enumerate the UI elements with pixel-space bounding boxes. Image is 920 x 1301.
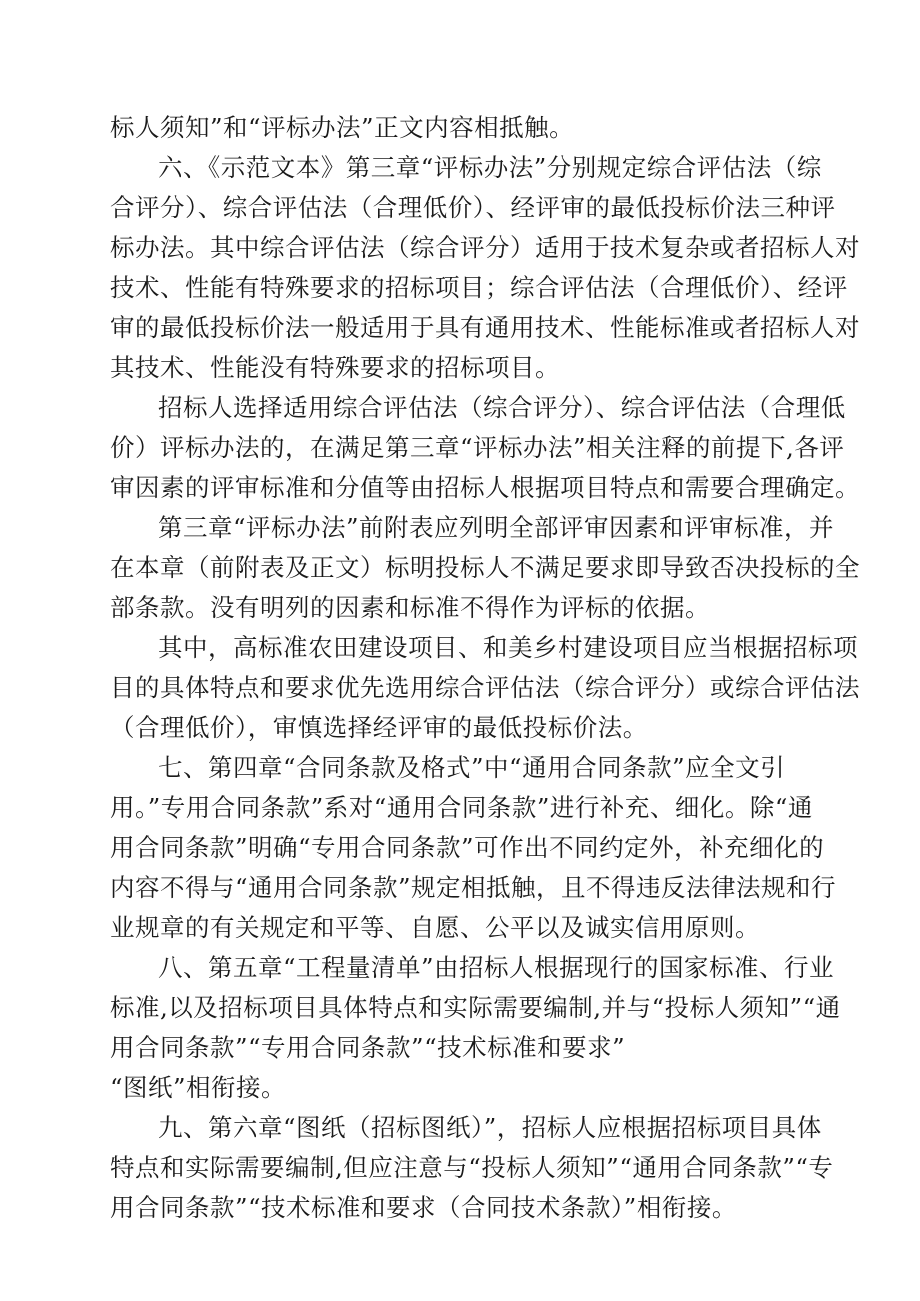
text-line: 内容不得与“通用合同条款”规定相抵触，且不得违反法律法规和行 [110, 873, 837, 902]
text-line: 八、第五章“工程量清单”由招标人根据现行的国家标准、行业 [158, 953, 835, 982]
text-line: 七、第四章“合同条款及格式”中“通用合同条款”应全文引 [158, 753, 786, 782]
text-line: 审因素的评审标准和分值等由招标人根据项目特点和需要合理确定。 [110, 473, 860, 502]
text-line: 价）评标办法的，在满足第三章“评标办法”相关注释的前提下,各评 [110, 433, 845, 462]
text-line: 第三章“评标办法”前附表应列明全部评审因素和评审标准，并 [158, 513, 835, 542]
text-line: 六、《示范文本》第三章“评标办法”分别规定综合评估法（综 [158, 153, 822, 182]
text-line: 其技术、性能没有特殊要求的招标项目。 [110, 353, 560, 382]
text-line: 合评分）、综合评估法（合理低价）、经评审的最低投标价法三种评 [110, 193, 836, 222]
text-line: 特点和实际需要编制,但应注意与“投标人须知”“通用合同条款”“专 [110, 1153, 834, 1182]
text-line: 审的最低投标价法一般适用于具有通用技术、性能标准或者招标人对 [110, 313, 860, 342]
text-line: 在本章（前附表及正文）标明投标人不满足要求即导致否决投标的全 [110, 553, 860, 582]
text-line: （合理低价），审慎选择经评审的最低投标价法。 [110, 713, 648, 742]
text-line: 招标人选择适用综合评估法（综合评分）、综合评估法（合理低 [158, 393, 846, 422]
text-line: 用合同条款”“专用合同条款”“技术标准和要求” [110, 1033, 626, 1062]
text-line: 用合同条款”“技术标准和要求（合同技术条款）”相衔接。 [110, 1193, 737, 1222]
text-line: 目的具体特点和要求优先选用综合评估法（综合评分）或综合评估法 [110, 673, 860, 702]
text-line: 标办法。其中综合评估法（综合评分）适用于技术复杂或者招标人对 [110, 233, 860, 262]
text-line: 标准,以及招标项目具体特点和实际需要编制,并与“投标人须知”“通 [110, 993, 841, 1022]
text-line: 部条款。没有明列的因素和标准不得作为评标的依据。 [110, 593, 710, 622]
text-line: 用。”专用合同条款”系对“通用合同条款”进行补充、细化。除“通 [110, 793, 813, 822]
text-line: 标人须知”和“评标办法”正文内容相抵触。 [110, 113, 575, 142]
text-line: 其中，高标准农田建设项目、和美乡村建设项目应当根据招标项 [158, 633, 858, 662]
text-line: 技术、性能有特殊要求的招标项目；综合评估法（合理低价）、经评 [110, 273, 848, 302]
text-line: 九、第六章“图纸（招标图纸）”，招标人应根据招标项目具体 [158, 1113, 822, 1142]
text-line: 业规章的有关规定和平等、自愿、公平以及诚实信用原则。 [110, 913, 760, 942]
text-line: “图纸”相衔接。 [110, 1073, 287, 1102]
text-line: 用合同条款”明确“专用合同条款”可作出不同约定外，补充细化的 [110, 833, 825, 862]
